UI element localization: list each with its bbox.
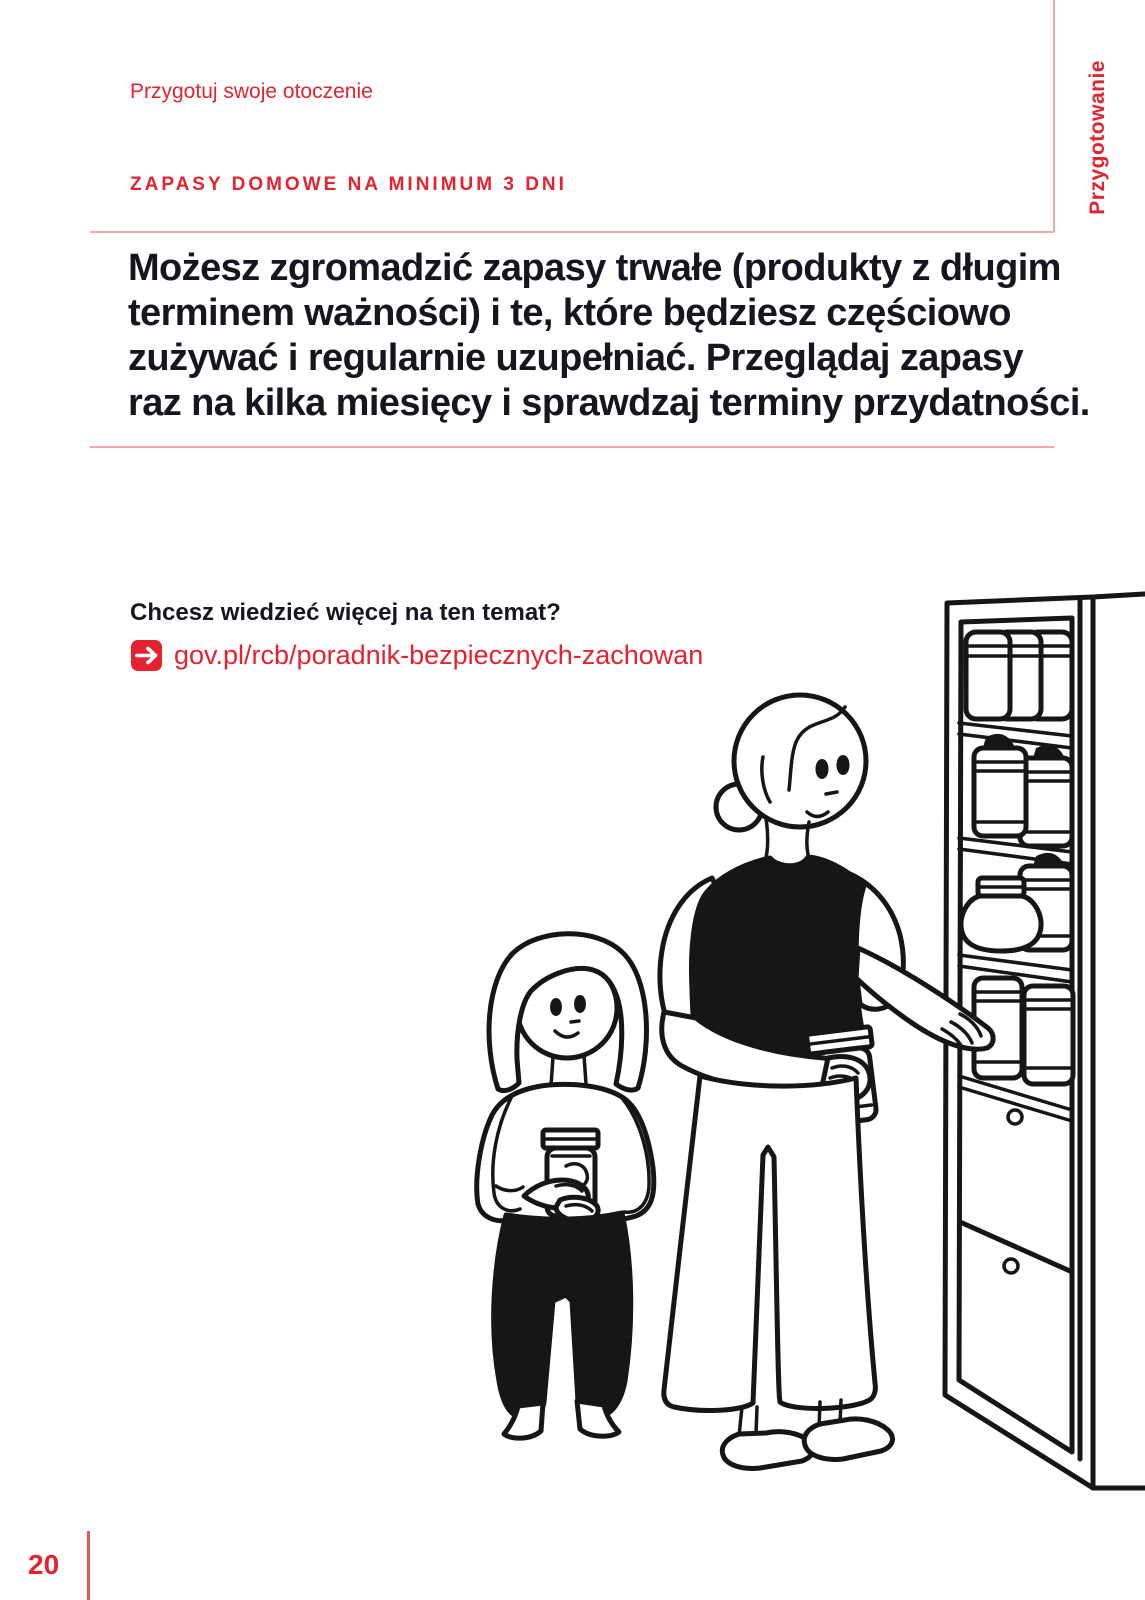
shelf-jars — [974, 736, 1072, 846]
divider-bottom — [90, 446, 1054, 448]
child-figure — [477, 934, 654, 1438]
kicker: Przygotuj swoje otoczenie — [130, 80, 373, 103]
top-right-rule — [1053, 0, 1055, 232]
page-number: 20 — [28, 1549, 60, 1580]
arrow-right-icon[interactable] — [131, 640, 162, 671]
divider-top — [90, 231, 1054, 233]
lead-paragraph — [128, 246, 1090, 426]
bottom-left-rule — [87, 1531, 90, 1600]
more-info-question: Chcesz wiedzieć więcej na ten temat? — [130, 599, 561, 626]
shelf-jars — [966, 632, 1072, 719]
lead-line: terminem ważności) i te, które będziesz częściowo — [128, 292, 1011, 334]
drawer-knob — [1004, 1259, 1018, 1273]
pantry-illustration — [430, 555, 1145, 1500]
woman-trousers — [664, 1076, 876, 1410]
lead-line: Możesz zgromadzić zapasy trwałe (produkty z długim — [128, 247, 1061, 289]
lead-line: zużywać i regularnie uzupełniać. Przeglądaj zapasy — [128, 337, 1023, 379]
child-trousers — [494, 1213, 631, 1417]
drawer-knob — [1008, 1110, 1022, 1124]
section-title: ZAPASY DOMOWE NA MINIMUM 3 DNI — [130, 174, 567, 195]
chapter-side-tab: Przygotowanie — [1086, 60, 1109, 215]
lead-line: raz na kilka miesięcy i sprawdzaj terminy przydatności. — [128, 382, 1090, 424]
link-url[interactable]: gov.pl/rcb/poradnik-bezpiecznych-zachowan — [174, 640, 704, 670]
